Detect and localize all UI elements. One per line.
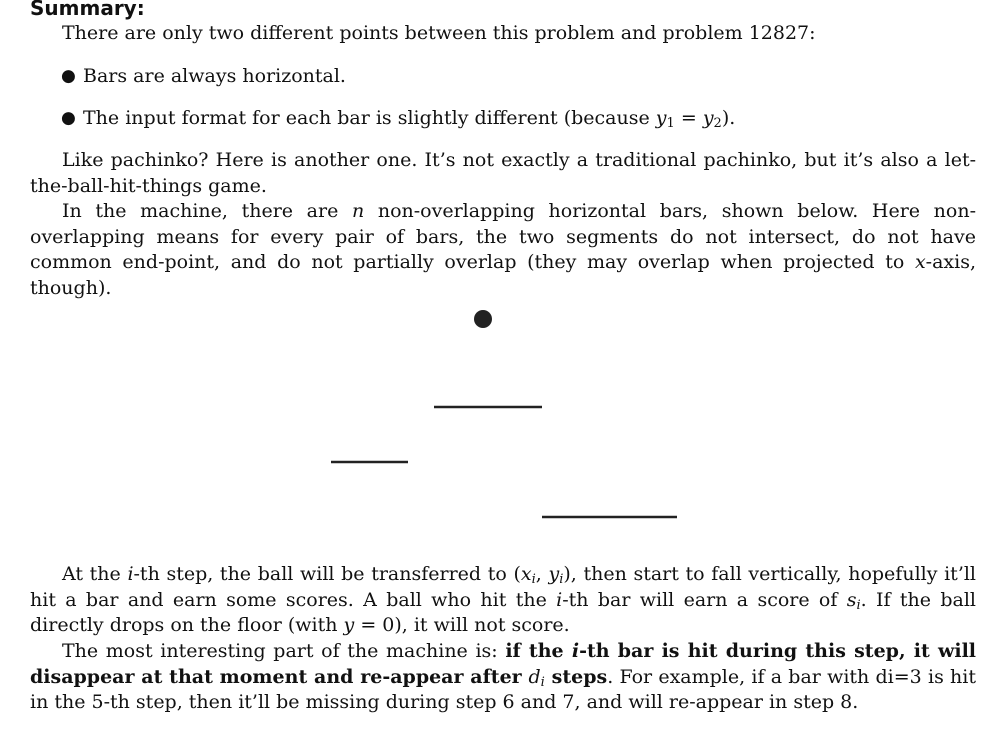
bullet-icon: ● (61, 108, 76, 128)
summary-heading: Summary: (30, 0, 145, 20)
list-item: ● The input format for each bar is slightly different (because $y_1 = y_2$). (61, 107, 736, 131)
paragraph-pachinko: Like pachinko? Here is another one. It’s not exactly a traditional pachinko, but it’s also a let-the-ball-hit-things game. (30, 149, 976, 197)
paragraph-machine: In the machine, there are n non-overlapping horizontal bars, shown below. Here non-overlapping means for every pair of bars, the two segments do not intersect, do not have common end-point, and do not partially overlap (they may overlap when projected to x-axis, though). (30, 200, 977, 299)
bullet-list (30, 64, 976, 131)
bullet-icon: ● (61, 66, 76, 86)
paragraph-interesting: The most interesting part of the machine is: if the i-th bar is hit during this step, it will disappear at that moment and re-appear after $d_i$ steps. For example, if a bar with di=3 is hit in the 5-th step, then it’ll be missing during step 6 and 7, and will re-appear in step 8. (30, 640, 977, 713)
intro-paragraph: There are only two different points between this problem and problem 12827: (62, 22, 816, 44)
ball-icon (474, 310, 492, 328)
pachinko-figure (30, 290, 976, 530)
paragraph-steps: At the i-th step, the ball will be transferred to ($x_i$, $y_i$), then start to fall vertically, hopefully it’ll hit a bar and earn some scores. A ball who hit the i-th bar will earn a score of $s_i$. If the ball directly drops on the floor (with y = 0), it will not score. (30, 563, 977, 636)
list-item: ● Bars are always horizontal. (61, 65, 346, 87)
